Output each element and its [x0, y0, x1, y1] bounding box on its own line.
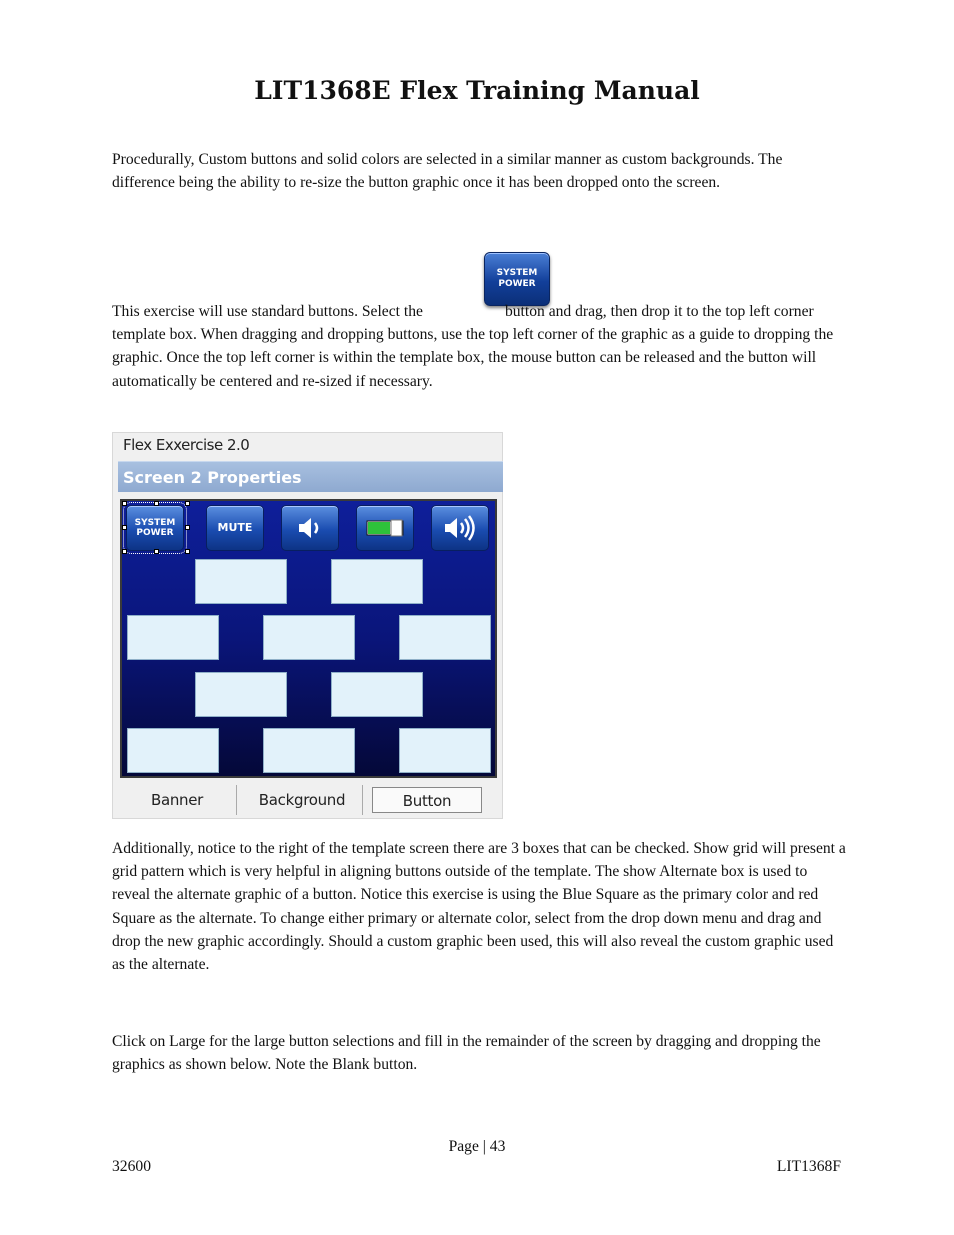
- volume-up-button[interactable]: [431, 505, 489, 551]
- template-canvas[interactable]: [120, 499, 497, 778]
- resize-handle[interactable]: [154, 549, 159, 554]
- paragraph-large-buttons: Click on Large for the large button selections and fill in the remainder of the screen by dragging and dropping the graphics as shown below. Note the Blank button.: [112, 1033, 821, 1074]
- screen-properties-header: Screen 2 Properties: [118, 461, 503, 492]
- template-box[interactable]: [195, 559, 287, 604]
- system-power-button[interactable]: [126, 505, 184, 551]
- window-title: Flex Exxercise 2.0: [123, 436, 250, 454]
- document-title: LIT1368E Flex Training Manual: [254, 76, 700, 105]
- paragraph-standard-buttons: [112, 300, 847, 393]
- toggle-button[interactable]: [356, 505, 414, 551]
- property-tabs: [118, 785, 498, 817]
- volume-up-icon: [439, 513, 481, 543]
- template-box[interactable]: [331, 559, 423, 604]
- paragraph-standard-buttons-before: This exercise will use standard buttons. Select the: [112, 303, 423, 320]
- template-box[interactable]: [127, 615, 219, 660]
- tab-button[interactable]: Button: [372, 787, 482, 813]
- resize-handle[interactable]: [154, 501, 159, 506]
- template-box[interactable]: [399, 728, 491, 773]
- resize-handle[interactable]: [122, 549, 127, 554]
- paragraph-standard-buttons-after: button and drag, then drop it to the top left corner template box. When dragging and dropping buttons, use the top left corner of the graphic as a guide to dropping the graphic. Once the top left corner is within the template box, the mouse button can be released and the button will automatically be centered and re-sized if necessary.: [112, 303, 834, 390]
- template-box[interactable]: [127, 728, 219, 773]
- footer-lit-number: LIT1368F: [776, 1158, 841, 1175]
- resize-handle[interactable]: [122, 525, 127, 530]
- template-box[interactable]: [399, 615, 491, 660]
- toggle-switch-icon: [364, 513, 406, 543]
- system-power-label: SYSTEM POWER: [496, 268, 538, 289]
- template-box[interactable]: [263, 615, 355, 660]
- tab-banner[interactable]: Banner: [118, 785, 237, 815]
- resize-handle[interactable]: [185, 501, 190, 506]
- page-number: Page | 43: [448, 1138, 506, 1155]
- paragraph-checkboxes: Additionally, notice to the right of the template screen there are 3 boxes that can be checked. Show grid will present a grid pattern which is very helpful in aligning buttons outside of the template. The show Alternate box is used to reveal the alternate graphic of a button. Notice this exercise is using the Blue Square as the primary color and red Square as the alternate. To change either primary or alternate color, select from the drop down menu and drag and drop the new graphic accordingly. Should a custom graphic been used, this will also reveal the custom graphic used as the alternate.: [112, 840, 846, 974]
- resize-handle[interactable]: [185, 525, 190, 530]
- volume-down-button[interactable]: [281, 505, 339, 551]
- system-power-button-image: [484, 252, 550, 306]
- footer-doc-code: 32600: [112, 1158, 151, 1175]
- template-box[interactable]: [331, 672, 423, 717]
- flex-screen-screenshot: [112, 432, 503, 819]
- mute-button[interactable]: [206, 505, 264, 551]
- mute-button-label: MUTE: [217, 521, 253, 534]
- tab-background[interactable]: Background: [242, 785, 363, 815]
- paragraph-custom-buttons: Procedurally, Custom buttons and solid colors are selected in a similar manner as custom backgrounds. The difference being the ability to re-size the button graphic once it has been dropped onto the screen.: [112, 151, 783, 192]
- resize-handle[interactable]: [122, 501, 127, 506]
- resize-handle[interactable]: [185, 549, 190, 554]
- volume-down-icon: [289, 513, 331, 543]
- system-power-button-label: SYSTEM POWER: [134, 518, 176, 538]
- template-box[interactable]: [263, 728, 355, 773]
- template-box[interactable]: [195, 672, 287, 717]
